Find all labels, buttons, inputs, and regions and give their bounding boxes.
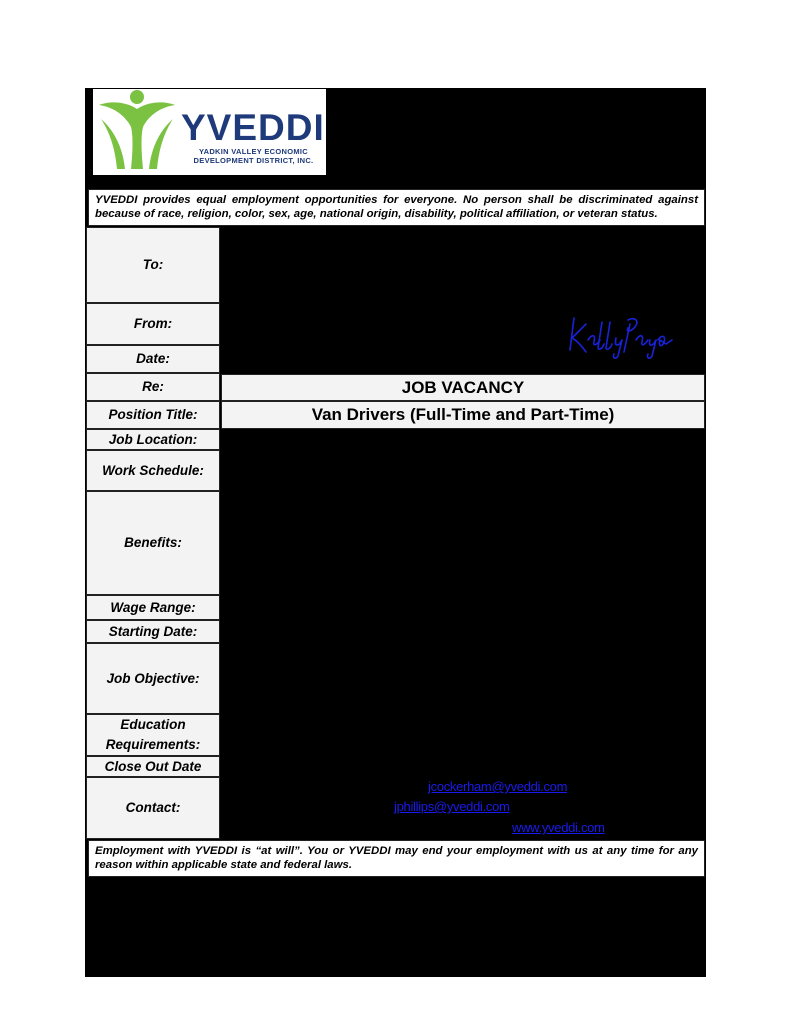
label-contact: Contact: — [86, 777, 220, 839]
website-link[interactable]: www.yveddi.com — [512, 820, 605, 835]
contact-email-link-2[interactable]: jphillips@yveddi.com — [394, 799, 510, 814]
at-will-notice: Employment with YVEDDI is “at will”. You or YVEDDI may end your employment with us at any time for any reason within applicable state and federal laws. — [88, 840, 705, 877]
label-close-out-date: Close Out Date — [86, 756, 220, 777]
logo-figure-icon — [95, 89, 179, 173]
label-benefits: Benefits: — [86, 491, 220, 595]
label-starting-date: Starting Date: — [86, 620, 220, 643]
equal-opportunity-notice: YVEDDI provides equal employment opportunities for everyone. No person shall be discriminated against because of race, religion, color, sex, age, national origin, disability, political affiliation, or veteran status. — [88, 189, 705, 226]
contact-email-link[interactable]: jcockerham@yveddi.com — [428, 779, 568, 794]
logo-wordmark: YVEDDI — [181, 107, 325, 148]
logo-subtitle: YADKIN VALLEY ECONOMIC DEVELOPMENT DISTRICT, INC. — [193, 147, 314, 165]
re-value: JOB VACANCY — [221, 374, 705, 401]
label-to: To: — [86, 227, 220, 303]
yveddi-logo — [93, 89, 326, 175]
label-job-objective: Job Objective: — [86, 643, 220, 714]
signature-image — [566, 310, 676, 360]
label-re: Re: — [86, 373, 220, 401]
label-from: From: — [86, 303, 220, 345]
label-date: Date: — [86, 345, 220, 373]
label-education-requirements: Education Requirements: — [86, 714, 220, 756]
label-wage-range: Wage Range: — [86, 595, 220, 620]
label-work-schedule: Work Schedule: — [86, 450, 220, 491]
position-title-value: Van Drivers (Full-Time and Part-Time) — [221, 401, 705, 429]
label-job-location: Job Location: — [86, 429, 220, 450]
label-position-title: Position Title: — [86, 401, 220, 429]
